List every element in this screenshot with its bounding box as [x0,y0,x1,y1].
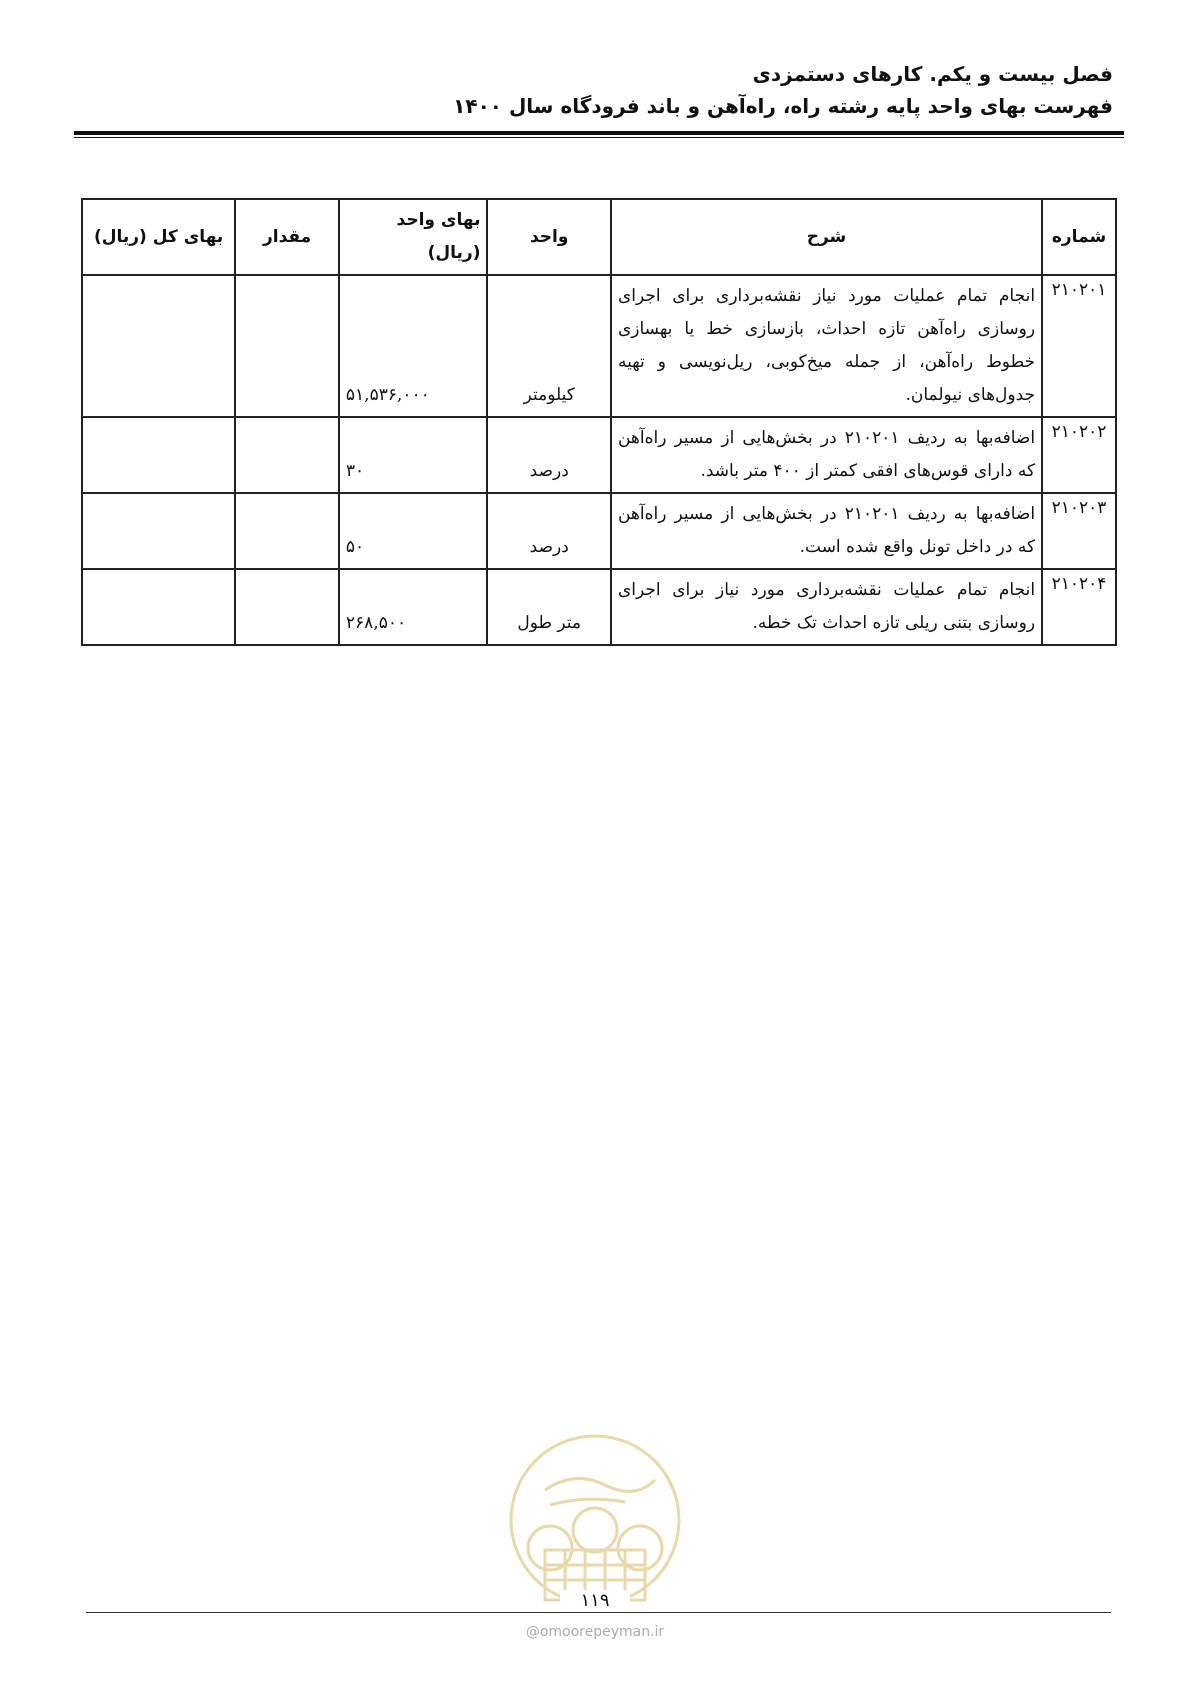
row-code: ۲۱۰۲۰۲ [1042,417,1116,493]
row-quantity [235,275,339,417]
table-header-row [82,199,1116,275]
table-row [82,275,1116,417]
site-url: @omoorepeyman.ir [525,1624,665,1640]
table-row [82,493,1116,569]
row-quantity [235,493,339,569]
row-total-price [82,417,235,493]
row-unit-price: ۲۶۸,۵۰۰ [339,569,488,645]
row-description: انجام تمام عملیات نقشه‌برداری مورد نیاز برای اجرای روسازی بتنی ریلی تازه احداث تک خطه. [611,569,1042,645]
row-unit: درصد [487,417,610,493]
row-total-price [82,569,235,645]
row-code: ۲۱۰۲۰۳ [1042,493,1116,569]
row-code: ۲۱۰۲۰۴ [1042,569,1116,645]
chapter-title: فصل بیست و یکم. کارهای دستمزدی [752,62,1113,86]
row-total-price [82,493,235,569]
column-header-quantity: مقدار [235,199,339,275]
row-description: اضافه‌بها به ردیف ۲۱۰۲۰۱ در بخش‌هایی از مسیر راه‌آهن که دارای قوس‌های افقی کمتر از ۴۰۰ متر باشد. [611,417,1042,493]
header-rule-thick [74,131,1124,135]
row-unit-price: ۵۰ [339,493,488,569]
column-header-code: شماره [1042,199,1116,275]
page-header [73,58,1113,122]
row-description: اضافه‌بها به ردیف ۲۱۰۲۰۱ در بخش‌هایی از مسیر راه‌آهن که در داخل تونل واقع شده است. [611,493,1042,569]
header-rule-thin [74,137,1124,138]
row-unit: درصد [487,493,610,569]
document-subtitle: فهرست بهای واحد پایه رشته راه، راه‌آهن و باند فرودگاه سال ۱۴۰۰ [453,94,1113,118]
row-description: انجام تمام عملیات مورد نیاز نقشه‌برداری برای اجرای روسازی راه‌آهن تازه احداث، بازسازی خط یا بهسازی خطوط راه‌آهن، از جمله میخ‌کوبی، ریل‌نویسی و تهیه جدول‌های نیولمان. [611,275,1042,417]
row-quantity [235,417,339,493]
row-unit-price: ۵۱,۵۳۶,۰۰۰ [339,275,488,417]
column-header-total-price: بهای کل (ریال) [82,199,235,275]
table-row [82,417,1116,493]
row-code: ۲۱۰۲۰۱ [1042,275,1116,417]
column-header-description: شرح [611,199,1042,275]
row-total-price [82,275,235,417]
column-header-unit-price: بهای واحد (ریال) [339,199,488,275]
row-unit-price: ۳۰ [339,417,488,493]
column-header-unit: واحد [487,199,610,275]
omoorepeyman-logo-icon [505,1430,685,1610]
table-row [82,569,1116,645]
page-number: ۱۱۹ [560,1590,630,1611]
footer-rule [86,1612,1111,1613]
row-unit: کیلومتر [487,275,610,417]
price-table [81,198,1117,646]
row-unit: متر طول [487,569,610,645]
row-quantity [235,569,339,645]
